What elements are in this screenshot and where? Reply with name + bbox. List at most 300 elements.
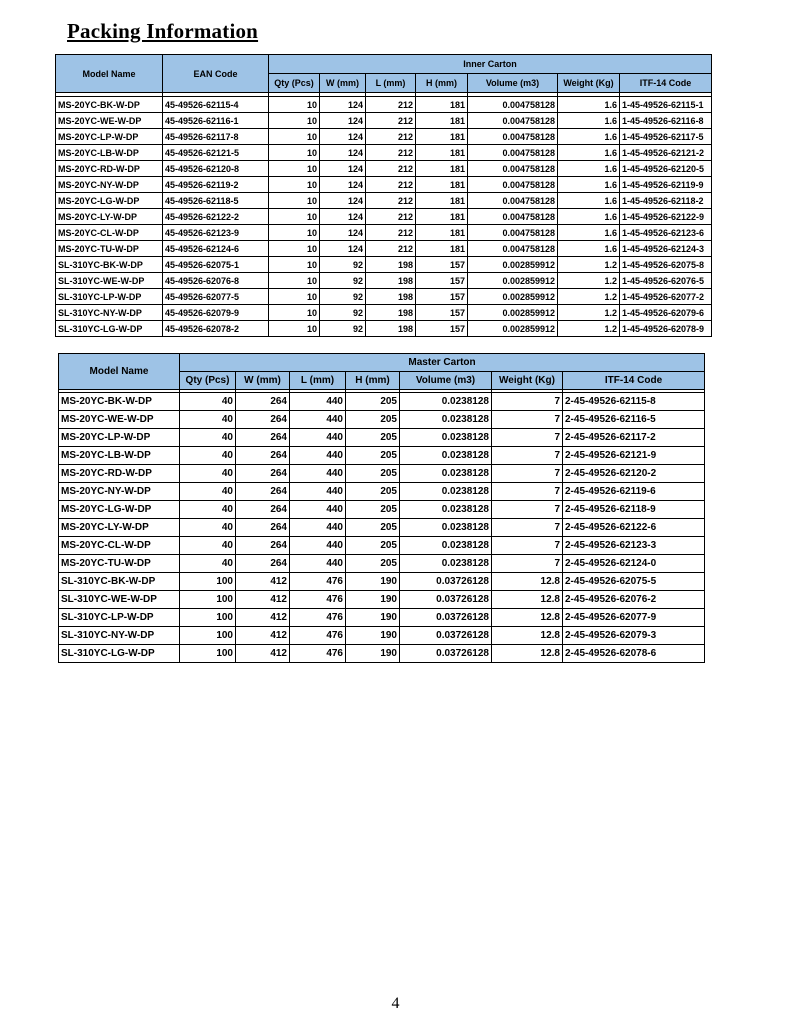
table-cell: SL-310YC-NY-W-DP <box>59 627 180 645</box>
table-cell: MS-20YC-NY-W-DP <box>59 483 180 501</box>
table-cell: 264 <box>236 465 290 483</box>
page-title: Packing Information <box>67 19 259 43</box>
table-cell: SL-310YC-LP-W-DP <box>56 289 163 305</box>
table-cell: 1-45-49526-62075-8 <box>620 257 712 273</box>
table-row <box>59 447 705 465</box>
table-cell: 1-45-49526-62123-6 <box>620 225 712 241</box>
table-row <box>59 645 705 663</box>
table-cell: 190 <box>346 645 400 663</box>
table-cell: 2-45-49526-62124-0 <box>563 555 705 573</box>
table-cell: SL-310YC-WE-W-DP <box>59 591 180 609</box>
table-cell: 440 <box>290 429 346 447</box>
table-cell: 2-45-49526-62075-5 <box>563 573 705 591</box>
table-cell: 0.03726128 <box>400 609 492 627</box>
table-cell: 212 <box>366 193 416 209</box>
table-cell: 157 <box>416 257 468 273</box>
table-cell: 1.6 <box>558 145 620 161</box>
table-cell: 205 <box>346 537 400 555</box>
table-cell: 205 <box>346 519 400 537</box>
table-cell: 440 <box>290 555 346 573</box>
table-cell: 40 <box>180 555 236 573</box>
table-cell: 0.0238128 <box>400 411 492 429</box>
table-cell: MS-20YC-BK-W-DP <box>59 393 180 411</box>
table-cell: 1-45-49526-62117-5 <box>620 129 712 145</box>
table-cell: 0.004758128 <box>468 193 558 209</box>
table-cell: 1-45-49526-62116-8 <box>620 113 712 129</box>
table-row <box>56 289 712 305</box>
table-cell: 0.004758128 <box>468 97 558 113</box>
table-cell: 198 <box>366 289 416 305</box>
table-cell: 10 <box>269 225 320 241</box>
table-cell: 40 <box>180 393 236 411</box>
table-cell: 1-45-49526-62124-3 <box>620 241 712 257</box>
table-cell: 45-49526-62075-1 <box>163 257 269 273</box>
table-cell: 181 <box>416 193 468 209</box>
table-cell: 1-45-49526-62118-2 <box>620 193 712 209</box>
table-cell: 264 <box>236 537 290 555</box>
table-cell: 45-49526-62079-9 <box>163 305 269 321</box>
table-cell: 45-49526-62123-9 <box>163 225 269 241</box>
table-row <box>59 429 705 447</box>
table-cell: 40 <box>180 411 236 429</box>
table-cell: SL-310YC-LG-W-DP <box>59 645 180 663</box>
table-row <box>59 627 705 645</box>
table-cell: MS-20YC-LG-W-DP <box>56 193 163 209</box>
table-cell: 212 <box>366 241 416 257</box>
table-cell: 205 <box>346 447 400 465</box>
table-cell: 7 <box>492 555 563 573</box>
table-cell: 124 <box>320 145 366 161</box>
table-cell: 10 <box>269 321 320 337</box>
inner-header-group: Inner Carton <box>269 55 712 74</box>
table-row <box>56 225 712 241</box>
table-row <box>59 393 705 411</box>
table-row <box>56 193 712 209</box>
table-cell: 100 <box>180 609 236 627</box>
table-row <box>59 609 705 627</box>
table-row <box>56 97 712 113</box>
table-row <box>56 113 712 129</box>
table-cell: 1.2 <box>558 257 620 273</box>
table-cell: 476 <box>290 627 346 645</box>
table-cell: 412 <box>236 627 290 645</box>
table-cell: 264 <box>236 501 290 519</box>
table-cell: 92 <box>320 321 366 337</box>
table-cell: MS-20YC-WE-W-DP <box>56 113 163 129</box>
table-cell: 440 <box>290 411 346 429</box>
table-cell: 2-45-49526-62119-6 <box>563 483 705 501</box>
table-cell: 412 <box>236 573 290 591</box>
table-cell: 12.8 <box>492 591 563 609</box>
table-cell: 124 <box>320 225 366 241</box>
table-cell: 45-49526-62076-8 <box>163 273 269 289</box>
master-header-volume: Volume (m3) <box>400 372 492 390</box>
table-cell: 1.6 <box>558 241 620 257</box>
table-cell: 212 <box>366 161 416 177</box>
table-cell: 181 <box>416 241 468 257</box>
table-cell: 0.0238128 <box>400 519 492 537</box>
table-cell: 0.004758128 <box>468 177 558 193</box>
table-cell: 0.0238128 <box>400 393 492 411</box>
table-row <box>56 129 712 145</box>
table-cell: 212 <box>366 225 416 241</box>
table-row <box>59 483 705 501</box>
table-cell: MS-20YC-TU-W-DP <box>59 555 180 573</box>
table-cell: 1-45-49526-62115-1 <box>620 97 712 113</box>
table-cell: 205 <box>346 429 400 447</box>
table-cell: 7 <box>492 429 563 447</box>
master-header-h: H (mm) <box>346 372 400 390</box>
table-cell: 264 <box>236 429 290 447</box>
table-cell: 181 <box>416 97 468 113</box>
table-cell: 2-45-49526-62078-6 <box>563 645 705 663</box>
table-cell: 264 <box>236 519 290 537</box>
table-cell: 10 <box>269 241 320 257</box>
table-cell: 0.03726128 <box>400 627 492 645</box>
table-cell: 45-49526-62124-6 <box>163 241 269 257</box>
master-header-w: W (mm) <box>236 372 290 390</box>
table-cell: 212 <box>366 145 416 161</box>
page-number: 4 <box>391 995 400 1012</box>
table-cell: 157 <box>416 321 468 337</box>
inner-header-volume: Volume (m3) <box>468 74 558 93</box>
table-cell: 45-49526-62122-2 <box>163 209 269 225</box>
inner-header-h: H (mm) <box>416 74 468 93</box>
table-cell: 12.8 <box>492 573 563 591</box>
table-cell: 205 <box>346 555 400 573</box>
table-cell: SL-310YC-NY-W-DP <box>56 305 163 321</box>
table-cell: MS-20YC-WE-W-DP <box>59 411 180 429</box>
table-row <box>56 241 712 257</box>
table-row <box>56 305 712 321</box>
master-carton-rows <box>59 390 705 663</box>
table-cell: 0.004758128 <box>468 129 558 145</box>
table-cell: 10 <box>269 145 320 161</box>
table-row <box>59 573 705 591</box>
table-cell: 190 <box>346 573 400 591</box>
table-cell: 0.0238128 <box>400 537 492 555</box>
table-row <box>59 537 705 555</box>
table-cell: MS-20YC-CL-W-DP <box>56 225 163 241</box>
table-cell: 198 <box>366 305 416 321</box>
table-cell: 124 <box>320 193 366 209</box>
table-cell: 1.2 <box>558 289 620 305</box>
table-cell: 10 <box>269 273 320 289</box>
table-cell: 181 <box>416 209 468 225</box>
table-row <box>56 257 712 273</box>
table-cell: 264 <box>236 555 290 573</box>
table-cell: 440 <box>290 447 346 465</box>
table-cell: 12.8 <box>492 609 563 627</box>
table-cell: 10 <box>269 257 320 273</box>
table-cell: 2-45-49526-62116-5 <box>563 411 705 429</box>
table-cell: 212 <box>366 177 416 193</box>
table-cell: 7 <box>492 393 563 411</box>
table-cell: 157 <box>416 305 468 321</box>
table-cell: 92 <box>320 257 366 273</box>
table-cell: 181 <box>416 177 468 193</box>
table-cell: 0.004758128 <box>468 209 558 225</box>
table-cell: 100 <box>180 573 236 591</box>
table-cell: 45-49526-62121-5 <box>163 145 269 161</box>
table-cell: MS-20YC-LY-W-DP <box>56 209 163 225</box>
table-cell: 0.03726128 <box>400 573 492 591</box>
inner-header-qty: Qty (Pcs) <box>269 74 320 93</box>
table-cell: 190 <box>346 627 400 645</box>
table-cell: 45-49526-62078-2 <box>163 321 269 337</box>
table-cell: 10 <box>269 129 320 145</box>
table-cell: 10 <box>269 161 320 177</box>
table-cell: 181 <box>416 145 468 161</box>
table-cell: 198 <box>366 257 416 273</box>
table-cell: 205 <box>346 501 400 519</box>
table-cell: SL-310YC-BK-W-DP <box>59 573 180 591</box>
table-cell: 2-45-49526-62079-3 <box>563 627 705 645</box>
table-cell: 1.6 <box>558 129 620 145</box>
table-cell: 124 <box>320 241 366 257</box>
table-cell: 2-45-49526-62076-2 <box>563 591 705 609</box>
table-cell: 1-45-49526-62122-9 <box>620 209 712 225</box>
inner-header-model: Model Name <box>56 55 163 93</box>
table-cell: 92 <box>320 305 366 321</box>
table-cell: 440 <box>290 537 346 555</box>
table-cell: 264 <box>236 393 290 411</box>
table-cell: MS-20YC-CL-W-DP <box>59 537 180 555</box>
table-cell: 1.2 <box>558 305 620 321</box>
table-cell: 1.6 <box>558 209 620 225</box>
table-cell: 476 <box>290 591 346 609</box>
table-cell: 124 <box>320 113 366 129</box>
inner-header-ean: EAN Code <box>163 55 269 93</box>
table-cell: 476 <box>290 609 346 627</box>
table-cell: 2-45-49526-62115-8 <box>563 393 705 411</box>
table-cell: 45-49526-62117-8 <box>163 129 269 145</box>
table-cell: 412 <box>236 609 290 627</box>
table-cell: 45-49526-62120-8 <box>163 161 269 177</box>
inner-carton-table <box>55 54 712 337</box>
table-cell: 40 <box>180 483 236 501</box>
table-cell: SL-310YC-LG-W-DP <box>56 321 163 337</box>
table-cell: 7 <box>492 465 563 483</box>
master-header-qty: Qty (Pcs) <box>180 372 236 390</box>
table-cell: 205 <box>346 465 400 483</box>
table-cell: 2-45-49526-62121-9 <box>563 447 705 465</box>
table-cell: 10 <box>269 289 320 305</box>
table-cell: 1-45-49526-62119-9 <box>620 177 712 193</box>
table-cell: MS-20YC-LP-W-DP <box>59 429 180 447</box>
table-row <box>56 209 712 225</box>
master-carton-table <box>58 353 705 663</box>
table-cell: 1.6 <box>558 193 620 209</box>
table-cell: 0.004758128 <box>468 113 558 129</box>
table-cell: 1-45-49526-62077-2 <box>620 289 712 305</box>
table-cell: 0.0238128 <box>400 429 492 447</box>
table-cell: 212 <box>366 97 416 113</box>
table-cell: MS-20YC-TU-W-DP <box>56 241 163 257</box>
table-cell: 440 <box>290 519 346 537</box>
table-row <box>56 321 712 337</box>
table-row <box>56 273 712 289</box>
table-cell: 10 <box>269 113 320 129</box>
table-cell: 45-49526-62119-2 <box>163 177 269 193</box>
table-cell: 440 <box>290 501 346 519</box>
table-cell: 212 <box>366 129 416 145</box>
table-cell: 10 <box>269 305 320 321</box>
table-cell: 0.002859912 <box>468 305 558 321</box>
master-header-l: L (mm) <box>290 372 346 390</box>
table-cell: 0.004758128 <box>468 241 558 257</box>
table-cell: 1.6 <box>558 225 620 241</box>
table-cell: 440 <box>290 465 346 483</box>
table-cell: 1.6 <box>558 161 620 177</box>
table-row <box>56 177 712 193</box>
table-cell: 0.0238128 <box>400 555 492 573</box>
table-cell: 124 <box>320 161 366 177</box>
table-cell: 1-45-49526-62121-2 <box>620 145 712 161</box>
table-cell: 2-45-49526-62117-2 <box>563 429 705 447</box>
table-cell: 124 <box>320 209 366 225</box>
table-cell: 181 <box>416 129 468 145</box>
table-cell: 1.6 <box>558 113 620 129</box>
table-cell: MS-20YC-LG-W-DP <box>59 501 180 519</box>
table-cell: 412 <box>236 591 290 609</box>
table-cell: 190 <box>346 609 400 627</box>
table-cell: 1.6 <box>558 97 620 113</box>
table-cell: 124 <box>320 177 366 193</box>
table-cell: 181 <box>416 225 468 241</box>
table-cell: 10 <box>269 177 320 193</box>
master-header-model: Model Name <box>59 354 180 390</box>
table-cell: 7 <box>492 447 563 465</box>
table-cell: 0.002859912 <box>468 321 558 337</box>
table-cell: 205 <box>346 411 400 429</box>
table-cell: 124 <box>320 129 366 145</box>
table-cell: 100 <box>180 591 236 609</box>
table-cell: 0.002859912 <box>468 257 558 273</box>
table-cell: 0.03726128 <box>400 645 492 663</box>
table-cell: MS-20YC-RD-W-DP <box>59 465 180 483</box>
table-cell: 1-45-49526-62079-6 <box>620 305 712 321</box>
table-cell: SL-310YC-WE-W-DP <box>56 273 163 289</box>
inner-header-w: W (mm) <box>320 74 366 93</box>
table-cell: 10 <box>269 193 320 209</box>
table-cell: 205 <box>346 393 400 411</box>
table-cell: 0.004758128 <box>468 161 558 177</box>
inner-header-l: L (mm) <box>366 74 416 93</box>
table-cell: 1.6 <box>558 177 620 193</box>
table-cell: 40 <box>180 465 236 483</box>
table-cell: 2-45-49526-62122-6 <box>563 519 705 537</box>
table-cell: 10 <box>269 209 320 225</box>
table-cell: MS-20YC-NY-W-DP <box>56 177 163 193</box>
table-cell: 157 <box>416 273 468 289</box>
table-cell: 264 <box>236 411 290 429</box>
table-cell: 1-45-49526-62078-9 <box>620 321 712 337</box>
table-cell: 157 <box>416 289 468 305</box>
table-cell: 2-45-49526-62077-9 <box>563 609 705 627</box>
table-cell: 92 <box>320 273 366 289</box>
table-cell: MS-20YC-BK-W-DP <box>56 97 163 113</box>
table-cell: 12.8 <box>492 645 563 663</box>
table-cell: 7 <box>492 501 563 519</box>
table-row <box>59 591 705 609</box>
table-cell: 124 <box>320 97 366 113</box>
table-cell: 45-49526-62118-5 <box>163 193 269 209</box>
master-header-group: Master Carton <box>180 354 705 372</box>
table-cell: 40 <box>180 447 236 465</box>
table-cell: 1-45-49526-62076-5 <box>620 273 712 289</box>
inner-header-weight: Weight (Kg) <box>558 74 620 93</box>
table-row <box>56 161 712 177</box>
inner-carton-rows <box>56 93 712 337</box>
table-cell: 12.8 <box>492 627 563 645</box>
table-cell: 45-49526-62077-5 <box>163 289 269 305</box>
table-cell: 45-49526-62116-1 <box>163 113 269 129</box>
table-row <box>59 411 705 429</box>
table-cell: 205 <box>346 483 400 501</box>
table-cell: 190 <box>346 591 400 609</box>
table-cell: 7 <box>492 483 563 501</box>
master-header-weight: Weight (Kg) <box>492 372 563 390</box>
table-cell: 2-45-49526-62120-2 <box>563 465 705 483</box>
table-cell: 0.002859912 <box>468 289 558 305</box>
master-header-itf: ITF-14 Code <box>563 372 705 390</box>
table-cell: 40 <box>180 537 236 555</box>
table-cell: 0.03726128 <box>400 591 492 609</box>
table-cell: 7 <box>492 411 563 429</box>
table-cell: MS-20YC-RD-W-DP <box>56 161 163 177</box>
table-cell: 100 <box>180 645 236 663</box>
table-cell: MS-20YC-LB-W-DP <box>56 145 163 161</box>
table-row <box>59 501 705 519</box>
table-cell: 476 <box>290 573 346 591</box>
table-cell: 0.002859912 <box>468 273 558 289</box>
table-cell: 40 <box>180 429 236 447</box>
table-row <box>59 555 705 573</box>
table-cell: 100 <box>180 627 236 645</box>
table-cell: 264 <box>236 447 290 465</box>
table-cell: 2-45-49526-62118-9 <box>563 501 705 519</box>
table-cell: 198 <box>366 321 416 337</box>
table-cell: 1-45-49526-62120-5 <box>620 161 712 177</box>
table-cell: 0.0238128 <box>400 447 492 465</box>
table-cell: 440 <box>290 393 346 411</box>
table-cell: 0.004758128 <box>468 145 558 161</box>
table-cell: SL-310YC-LP-W-DP <box>59 609 180 627</box>
table-cell: 264 <box>236 483 290 501</box>
table-cell: 45-49526-62115-4 <box>163 97 269 113</box>
table-cell: 92 <box>320 289 366 305</box>
table-row <box>56 145 712 161</box>
table-cell: MS-20YC-LB-W-DP <box>59 447 180 465</box>
table-cell: 40 <box>180 501 236 519</box>
table-row <box>59 465 705 483</box>
table-cell: 7 <box>492 519 563 537</box>
table-cell: 0.0238128 <box>400 465 492 483</box>
table-cell: 7 <box>492 537 563 555</box>
table-cell: 440 <box>290 483 346 501</box>
table-cell: MS-20YC-LY-W-DP <box>59 519 180 537</box>
table-cell: 1.2 <box>558 321 620 337</box>
table-cell: 10 <box>269 97 320 113</box>
table-row <box>59 519 705 537</box>
inner-header-itf: ITF-14 Code <box>620 74 712 93</box>
table-cell: 0.0238128 <box>400 501 492 519</box>
table-cell: 198 <box>366 273 416 289</box>
table-cell: 212 <box>366 113 416 129</box>
table-cell: 181 <box>416 113 468 129</box>
table-cell: 40 <box>180 519 236 537</box>
